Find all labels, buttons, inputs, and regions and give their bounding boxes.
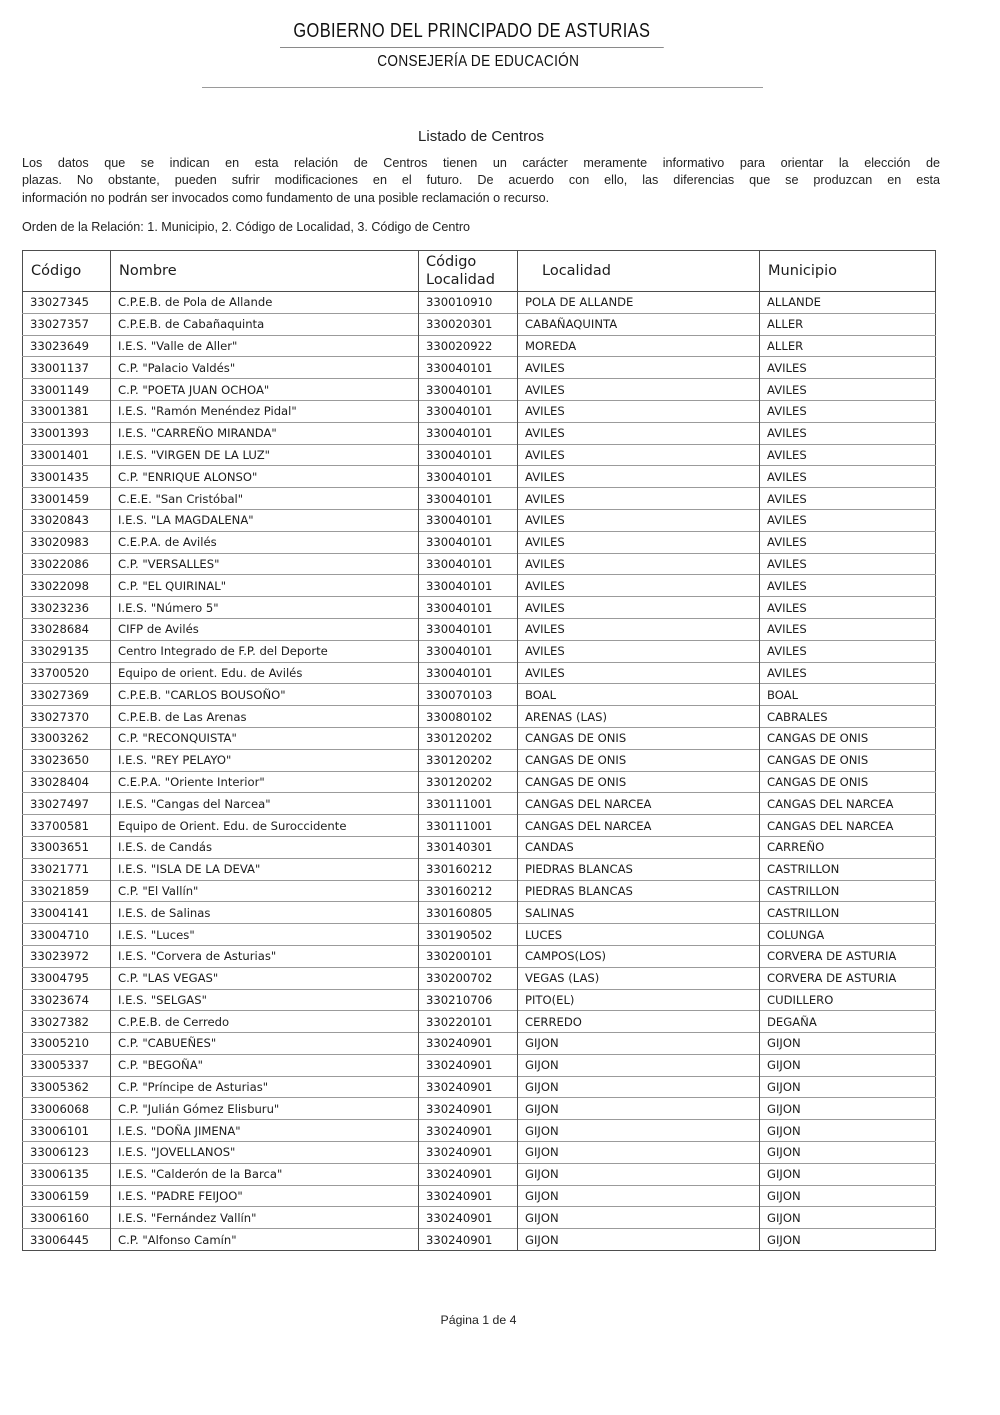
cell-localidad: AVILES — [518, 597, 760, 619]
cell-codigo: 33006101 — [23, 1120, 111, 1142]
government-name: GOBIERNO DEL PRINCIPADO DE ASTURIAS — [280, 20, 664, 48]
cell-nombre: C.E.E. "San Cristóbal" — [111, 488, 419, 510]
cell-municipio: AVILES — [760, 488, 936, 510]
centers-table — [22, 250, 936, 1251]
cell-codigo-localidad: 330020922 — [419, 335, 518, 357]
table-row — [23, 313, 936, 335]
cell-localidad: CERREDO — [518, 1011, 760, 1033]
page-title: Listado de Centros — [418, 128, 544, 145]
cell-codigo: 33027382 — [23, 1011, 111, 1033]
cell-codigo-localidad: 330040101 — [419, 400, 518, 422]
header-row — [23, 251, 936, 292]
table-row — [23, 292, 936, 314]
cell-municipio: GIJON — [760, 1142, 936, 1164]
column-header-municipio: Municipio — [760, 251, 936, 292]
cell-nombre: I.E.S. de Salinas — [111, 902, 419, 924]
cell-municipio: BOAL — [760, 684, 936, 706]
table-row — [23, 335, 936, 357]
cell-nombre: C.P. "Príncipe de Asturias" — [111, 1076, 419, 1098]
table-row — [23, 880, 936, 902]
table-row — [23, 357, 936, 379]
cell-municipio: CASTRILLON — [760, 858, 936, 880]
cell-localidad: GIJON — [518, 1163, 760, 1185]
cell-codigo: 33021771 — [23, 858, 111, 880]
cell-localidad: PIEDRAS BLANCAS — [518, 858, 760, 880]
cell-codigo-localidad: 330120202 — [419, 771, 518, 793]
cell-nombre: C.P. "EL QUIRINAL" — [111, 575, 419, 597]
column-header-localidad: Localidad — [518, 251, 760, 292]
table-row — [23, 967, 936, 989]
cell-municipio: AVILES — [760, 466, 936, 488]
cell-codigo-localidad: 330080102 — [419, 706, 518, 728]
cell-codigo-localidad: 330160212 — [419, 858, 518, 880]
table-row — [23, 662, 936, 684]
cell-nombre: Equipo de Orient. Edu. de Suroccidente — [111, 815, 419, 837]
cell-codigo: 33023674 — [23, 989, 111, 1011]
cell-localidad: VEGAS (LAS) — [518, 967, 760, 989]
intro-paragraph-line: Los datos que se indican en esta relación de Centros tienen un carácter meramente informativo para orientar la elección de — [22, 156, 940, 170]
table-row — [23, 1076, 936, 1098]
cell-codigo-localidad: 330240901 — [419, 1033, 518, 1055]
cell-codigo: 33027370 — [23, 706, 111, 728]
cell-codigo: 33006160 — [23, 1207, 111, 1229]
cell-localidad: GIJON — [518, 1229, 760, 1251]
cell-localidad: GIJON — [518, 1207, 760, 1229]
centers-table-body — [23, 292, 936, 1251]
table-row — [23, 1185, 936, 1207]
cell-localidad: PIEDRAS BLANCAS — [518, 880, 760, 902]
cell-codigo: 33004795 — [23, 967, 111, 989]
cell-codigo: 33027357 — [23, 313, 111, 335]
table-row — [23, 684, 936, 706]
cell-codigo-localidad: 330010910 — [419, 292, 518, 314]
cell-municipio: CANGAS DE ONIS — [760, 749, 936, 771]
cell-municipio: ALLER — [760, 335, 936, 357]
cell-codigo: 33006135 — [23, 1163, 111, 1185]
cell-nombre: C.E.P.A. de Avilés — [111, 531, 419, 553]
cell-nombre: C.P. "CABUEÑES" — [111, 1033, 419, 1055]
cell-nombre: I.E.S. "Corvera de Asturias" — [111, 945, 419, 967]
cell-localidad: AVILES — [518, 662, 760, 684]
cell-codigo-localidad: 330240901 — [419, 1229, 518, 1251]
cell-localidad: CANGAS DE ONIS — [518, 727, 760, 749]
cell-municipio: AVILES — [760, 662, 936, 684]
cell-municipio: COLUNGA — [760, 924, 936, 946]
cell-codigo: 33020843 — [23, 509, 111, 531]
cell-municipio: CASTRILLON — [760, 902, 936, 924]
cell-codigo: 33023972 — [23, 945, 111, 967]
table-row — [23, 989, 936, 1011]
cell-nombre: C.P. "ENRIQUE ALONSO" — [111, 466, 419, 488]
table-row — [23, 771, 936, 793]
cell-codigo-localidad: 330240901 — [419, 1163, 518, 1185]
cell-nombre: C.E.P.A. "Oriente Interior" — [111, 771, 419, 793]
cell-codigo-localidad: 330240901 — [419, 1142, 518, 1164]
table-row — [23, 727, 936, 749]
cell-codigo-localidad: 330111001 — [419, 815, 518, 837]
cell-nombre: I.E.S. "DOÑA JIMENA" — [111, 1120, 419, 1142]
cell-codigo-localidad: 330040101 — [419, 640, 518, 662]
cell-codigo: 33005362 — [23, 1076, 111, 1098]
cell-codigo-localidad: 330040101 — [419, 531, 518, 553]
table-row — [23, 1011, 936, 1033]
cell-municipio: GIJON — [760, 1163, 936, 1185]
table-row — [23, 749, 936, 771]
column-header-nombre: Nombre — [111, 251, 419, 292]
cell-codigo-localidad: 330140301 — [419, 836, 518, 858]
cell-nombre: C.P. "POETA JUAN OCHOA" — [111, 379, 419, 401]
cell-codigo-localidad: 330040101 — [419, 597, 518, 619]
table-row — [23, 1207, 936, 1229]
cell-nombre: C.P.E.B. "CARLOS BOUSOÑO" — [111, 684, 419, 706]
cell-codigo: 33005337 — [23, 1054, 111, 1076]
cell-codigo: 33003651 — [23, 836, 111, 858]
table-row — [23, 618, 936, 640]
cell-municipio: AVILES — [760, 531, 936, 553]
cell-nombre: I.E.S. "Número 5" — [111, 597, 419, 619]
cell-municipio: ALLANDE — [767, 295, 821, 310]
cell-codigo: 33005210 — [23, 1033, 111, 1055]
cell-codigo-localidad: 330040101 — [419, 357, 518, 379]
table-row — [23, 488, 936, 510]
cell-codigo: 33001381 — [23, 400, 111, 422]
cell-codigo-localidad: 330040101 — [419, 662, 518, 684]
cell-municipio: CABRALES — [760, 706, 936, 728]
cell-codigo-localidad: 330040101 — [419, 379, 518, 401]
cell-localidad: CANGAS DE ONIS — [518, 749, 760, 771]
cell-nombre: I.E.S. de Candás — [111, 836, 419, 858]
cell-localidad: AVILES — [518, 618, 760, 640]
letterhead — [0, 20, 1000, 90]
cell-municipio: AVILES — [760, 509, 936, 531]
cell-municipio: GIJON — [760, 1229, 936, 1251]
cell-municipio: ALLER — [760, 313, 936, 335]
cell-codigo: 33001137 — [23, 357, 111, 379]
table-row — [23, 836, 936, 858]
table-row — [23, 640, 936, 662]
cell-municipio: GIJON — [760, 1185, 936, 1207]
intro-paragraph — [22, 155, 940, 207]
cell-nombre: I.E.S. "Luces" — [111, 924, 419, 946]
cell-codigo-localidad: 330040101 — [419, 422, 518, 444]
cell-localidad: AVILES — [518, 488, 760, 510]
cell-nombre: C.P. "LAS VEGAS" — [111, 967, 419, 989]
cell-nombre: I.E.S. "ISLA DE LA DEVA" — [111, 858, 419, 880]
cell-nombre: I.E.S. "LA MAGDALENA" — [111, 509, 419, 531]
cell-codigo-localidad: 330190502 — [419, 924, 518, 946]
table-row — [23, 575, 936, 597]
cell-codigo-localidad: 330040101 — [419, 618, 518, 640]
cell-codigo: 33003262 — [23, 727, 111, 749]
cell-codigo-localidad: 330160805 — [419, 902, 518, 924]
cell-codigo: 33028684 — [23, 618, 111, 640]
cell-codigo-localidad: 330111001 — [419, 793, 518, 815]
cell-localidad: AVILES — [518, 575, 760, 597]
cell-nombre: C.P. "BEGOÑA" — [111, 1054, 419, 1076]
cell-nombre: CIFP de Avilés — [111, 618, 419, 640]
cell-localidad: AVILES — [518, 400, 760, 422]
cell-municipio: AVILES — [760, 444, 936, 466]
table-row — [23, 1054, 936, 1076]
cell-localidad: AVILES — [518, 466, 760, 488]
cell-codigo-localidad: 330020301 — [419, 313, 518, 335]
cell-codigo: 33700581 — [23, 815, 111, 837]
cell-codigo: 33001393 — [23, 422, 111, 444]
table-row — [23, 1098, 936, 1120]
intro-paragraph-line: información no podrán ser invocados como fundamento de una posible reclamación o recurso. — [22, 190, 550, 205]
table-row — [23, 400, 936, 422]
cell-codigo-localidad: 330240901 — [419, 1054, 518, 1076]
cell-codigo-localidad: 330240901 — [419, 1076, 518, 1098]
cell-localidad: GIJON — [518, 1120, 760, 1142]
cell-nombre: I.E.S. "Calderón de la Barca" — [111, 1163, 419, 1185]
cell-nombre: I.E.S. "Cangas del Narcea" — [111, 793, 419, 815]
table-row — [23, 466, 936, 488]
cell-codigo: 33006445 — [23, 1229, 111, 1251]
cell-municipio: AVILES — [760, 575, 936, 597]
cell-localidad: GIJON — [518, 1185, 760, 1207]
cell-codigo-localidad: 330040101 — [419, 509, 518, 531]
cell-codigo-localidad: 330040101 — [419, 553, 518, 575]
cell-codigo: 33001435 — [23, 466, 111, 488]
cell-codigo-localidad: 330200702 — [419, 967, 518, 989]
table-row — [23, 444, 936, 466]
cell-codigo: 33029135 — [23, 640, 111, 662]
cell-codigo: 33006159 — [23, 1185, 111, 1207]
cell-localidad: CANGAS DE ONIS — [518, 771, 760, 793]
table-row — [23, 531, 936, 553]
cell-localidad: AVILES — [518, 640, 760, 662]
cell-codigo: 33027345 — [23, 292, 111, 314]
cell-nombre: I.E.S. "SELGAS" — [111, 989, 419, 1011]
cell-municipio: CANGAS DEL NARCEA — [760, 793, 936, 815]
cell-municipio: AVILES — [760, 422, 936, 444]
cell-codigo: 33020983 — [23, 531, 111, 553]
cell-nombre: I.E.S. "REY PELAYO" — [111, 749, 419, 771]
cell-codigo: 33023236 — [23, 597, 111, 619]
cell-localidad: GIJON — [518, 1098, 760, 1120]
cell-codigo-localidad: 330210706 — [419, 989, 518, 1011]
cell-codigo-localidad: 330120202 — [419, 727, 518, 749]
table-row — [23, 858, 936, 880]
column-header-codigo: Código — [23, 251, 111, 292]
cell-codigo-localidad: 330070103 — [419, 684, 518, 706]
cell-codigo-localidad: 330220101 — [419, 1011, 518, 1033]
table-row — [23, 1033, 936, 1055]
cell-municipio: CARREÑO — [760, 836, 936, 858]
cell-codigo-localidad: 330240901 — [419, 1207, 518, 1229]
cell-localidad: PITO(EL) — [518, 989, 760, 1011]
table-row — [23, 509, 936, 531]
table-row — [23, 1229, 936, 1251]
cell-localidad: GIJON — [518, 1142, 760, 1164]
cell-codigo: 33006068 — [23, 1098, 111, 1120]
cell-codigo: 33700520 — [23, 662, 111, 684]
cell-localidad: CANDAS — [518, 836, 760, 858]
cell-codigo-localidad: 330040101 — [419, 444, 518, 466]
table-row — [23, 902, 936, 924]
cell-codigo: 33027369 — [23, 684, 111, 706]
cell-municipio: CASTRILLON — [760, 880, 936, 902]
cell-codigo: 33001149 — [23, 379, 111, 401]
cell-localidad: CABAÑAQUINTA — [518, 313, 760, 335]
cell-codigo: 33001459 — [23, 488, 111, 510]
letterhead-divider — [202, 87, 763, 88]
cell-municipio: GIJON — [760, 1207, 936, 1229]
cell-localidad: GIJON — [518, 1054, 760, 1076]
cell-nombre: I.E.S. "PADRE FEIJOO" — [111, 1185, 419, 1207]
cell-nombre: C.P.E.B. de Pola de Allande — [111, 292, 419, 314]
cell-localidad: MOREDA — [518, 335, 760, 357]
table-row — [23, 1120, 936, 1142]
cell-codigo: 33004141 — [23, 902, 111, 924]
cell-localidad: AVILES — [518, 531, 760, 553]
cell-localidad: CANGAS DEL NARCEA — [518, 793, 760, 815]
cell-codigo: 33022086 — [23, 553, 111, 575]
cell-codigo-localidad: 330240901 — [419, 1185, 518, 1207]
cell-nombre: I.E.S. "Valle de Aller" — [111, 335, 419, 357]
cell-nombre: I.E.S. "Fernández Vallín" — [111, 1207, 419, 1229]
cell-localidad: GIJON — [518, 1033, 760, 1055]
cell-municipio: DEGAÑA — [760, 1011, 936, 1033]
cell-municipio: AVILES — [760, 597, 936, 619]
cell-localidad: POLA DE ALLANDE — [518, 292, 760, 314]
cell-municipio: AVILES — [760, 618, 936, 640]
cell-municipio: CORVERA DE ASTURIA — [760, 967, 936, 989]
cell-nombre: I.E.S. "Ramón Menéndez Pidal" — [111, 400, 419, 422]
cell-nombre: C.P.E.B. de Las Arenas — [111, 706, 419, 728]
cell-municipio: GIJON — [760, 1076, 936, 1098]
cell-codigo: 33006123 — [23, 1142, 111, 1164]
cell-nombre: C.P. "Palacio Valdés" — [111, 357, 419, 379]
table-row — [23, 945, 936, 967]
cell-municipio: CORVERA DE ASTURIA — [760, 945, 936, 967]
cell-localidad: CANGAS DEL NARCEA — [518, 815, 760, 837]
cell-codigo-localidad: 330040101 — [419, 466, 518, 488]
order-note: Orden de la Relación: 1. Municipio, 2. Código de Localidad, 3. Código de Centro — [22, 220, 471, 234]
cell-nombre: I.E.S. "VIRGEN DE LA LUZ" — [111, 444, 419, 466]
cell-nombre: C.P. "RECONQUISTA" — [111, 727, 419, 749]
cell-localidad: AVILES — [518, 553, 760, 575]
cell-codigo: 33001401 — [23, 444, 111, 466]
cell-localidad: CAMPOS(LOS) — [518, 945, 760, 967]
cell-nombre: C.P. "VERSALLES" — [111, 553, 419, 575]
cell-municipio: CANGAS DE ONIS — [760, 771, 936, 793]
cell-codigo-localidad: 330120202 — [419, 749, 518, 771]
cell-codigo: 33028404 — [23, 771, 111, 793]
department-name: CONSEJERÍA DE EDUCACIÓN — [377, 53, 580, 70]
cell-codigo: 33027497 — [23, 793, 111, 815]
cell-nombre: I.E.S. "CARREÑO MIRANDA" — [111, 422, 419, 444]
table-row — [23, 422, 936, 444]
cell-municipio: GIJON — [760, 1054, 936, 1076]
cell-localidad: SALINAS — [518, 902, 760, 924]
cell-localidad: GIJON — [518, 1076, 760, 1098]
table-row — [23, 706, 936, 728]
cell-localidad: AVILES — [518, 379, 760, 401]
cell-codigo-localidad: 330240901 — [419, 1120, 518, 1142]
cell-codigo-localidad: 330040101 — [419, 488, 518, 510]
cell-localidad: AVILES — [518, 509, 760, 531]
cell-codigo-localidad: 330200101 — [419, 945, 518, 967]
cell-nombre: Equipo de orient. Edu. de Avilés — [111, 662, 419, 684]
table-row — [23, 379, 936, 401]
cell-codigo: 33021859 — [23, 880, 111, 902]
table-row — [23, 597, 936, 619]
table-row — [23, 1163, 936, 1185]
cell-municipio: AVILES — [760, 640, 936, 662]
cell-codigo: 33004710 — [23, 924, 111, 946]
cell-municipio: AVILES — [760, 400, 936, 422]
cell-codigo-localidad: 330160212 — [419, 880, 518, 902]
table-row — [23, 924, 936, 946]
table-row — [23, 553, 936, 575]
cell-nombre: C.P.E.B. de Cerredo — [111, 1011, 419, 1033]
cell-nombre: I.E.S. "JOVELLANOS" — [111, 1142, 419, 1164]
centers-table-header — [23, 251, 936, 292]
cell-localidad: AVILES — [518, 422, 760, 444]
table-row — [23, 815, 936, 837]
intro-paragraph-line: plazas. No obstante, pueden sufrir modificaciones en el futuro. De acuerdo con ello, las diferencias que se produzcan en esta — [22, 173, 940, 188]
cell-nombre: C.P. "El Vallín" — [111, 880, 419, 902]
cell-nombre: C.P. "Julián Gómez Elisburu" — [111, 1098, 419, 1120]
cell-codigo-localidad: 330240901 — [419, 1098, 518, 1120]
cell-codigo: 33022098 — [23, 575, 111, 597]
cell-codigo: 33023650 — [23, 749, 111, 771]
cell-localidad: ARENAS (LAS) — [518, 706, 760, 728]
cell-municipio: AVILES — [760, 379, 936, 401]
cell-localidad: LUCES — [518, 924, 760, 946]
table-row — [23, 793, 936, 815]
cell-municipio: GIJON — [760, 1033, 936, 1055]
cell-municipio: AVILES — [760, 357, 936, 379]
cell-municipio: CANGAS DEL NARCEA — [760, 815, 936, 837]
cell-municipio: GIJON — [760, 1120, 936, 1142]
table-row — [23, 1142, 936, 1164]
cell-nombre: C.P.E.B. de Cabañaquinta — [111, 313, 419, 335]
column-header-codigo-localidad: Código Localidad — [419, 251, 518, 292]
cell-municipio: GIJON — [760, 1098, 936, 1120]
cell-localidad: AVILES — [518, 357, 760, 379]
cell-codigo: 33023649 — [23, 335, 111, 357]
cell-nombre: Centro Integrado de F.P. del Deporte — [111, 640, 419, 662]
cell-municipio: AVILES — [760, 553, 936, 575]
cell-localidad: AVILES — [518, 444, 760, 466]
page-number: Página 1 de 4 — [440, 1313, 517, 1327]
cell-nombre: C.P. "Alfonso Camín" — [111, 1229, 419, 1251]
cell-localidad: BOAL — [518, 684, 760, 706]
cell-codigo-localidad: 330040101 — [419, 575, 518, 597]
cell-municipio: CUDILLERO — [760, 989, 936, 1011]
cell-municipio: CANGAS DE ONIS — [760, 727, 936, 749]
